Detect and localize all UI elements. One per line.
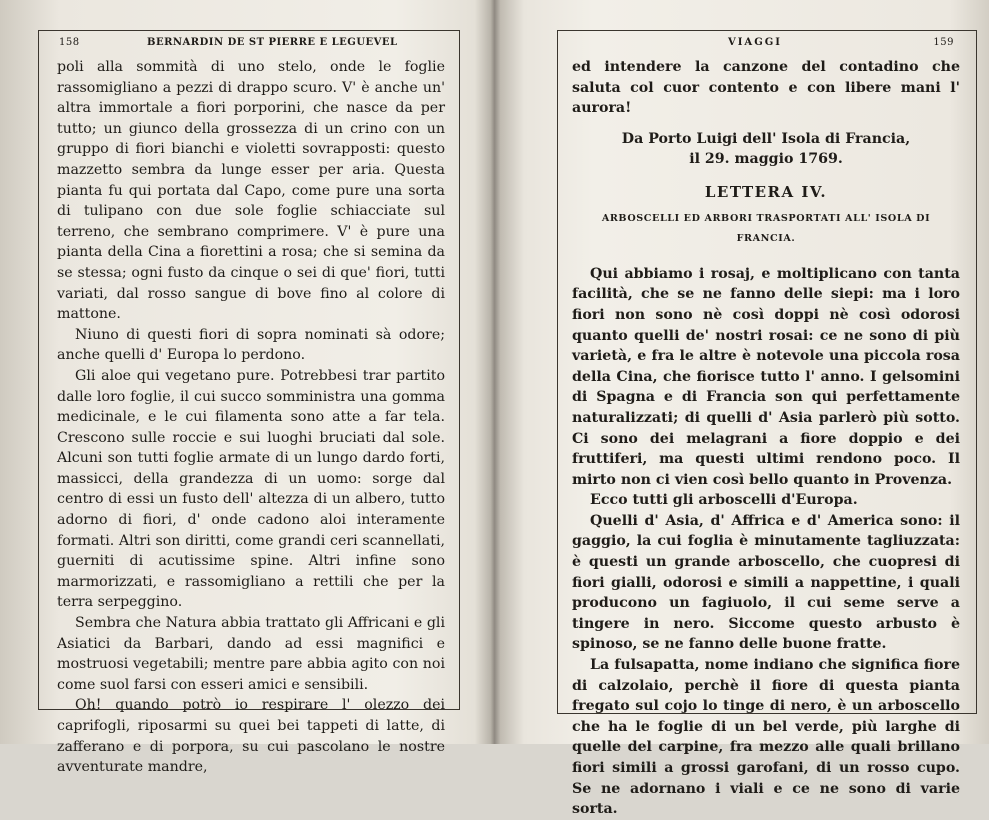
letter-subhead: ARBOSCELLI ED ARBORI TRASPORTATI ALL' ISOLA DI FRANCIA. [601, 212, 931, 245]
left-paragraph-2: Niuno di questi fiori di sopra nominati sà odore; anche quelli d' Europa lo perdono. [57, 326, 445, 364]
left-page-number: 158 [59, 37, 80, 48]
right-paragraph-1: Qui abbiamo i rosaj, e moltiplicano con tanta facilità, che se ne fanno delle siepi: ma i loro fiori non sono nè così doppi nè così odorosi quanto quelli de' nostri rosai: ce ne sono di più varietà, e fra le altre è notevole una piccola rosa della Cina, che fiorisce tutto l' anno. I gelsomini di Spagna e di Francia son qui perfettamente naturalizzati; di quelli d' Asia parlerò più sotto. Ci sono dei melagrani a fiore doppio e dei fruttiferi, ma questi ultimi rendono poco. Il mirto non ci vien così bello quanto in Provenza. [572, 265, 960, 488]
dateline-date: il 29. maggio 1769. [689, 151, 843, 168]
left-paragraph-4: Sembra che Natura abbia trattato gli Affricani e gli Asiatici da Barbari, dando ad essi magnifici e mostruosi vegetabili; mentre pare abbia agito con noi come suol farsi con esseri amici e sensibili. [57, 615, 445, 693]
right-running-title: VIAGGI [728, 37, 782, 48]
letter-title: LETTERA IV. [704, 182, 828, 201]
right-paragraph-4: La fulsapatta, nome indiano che significa fiore di calzolaio, perchè il fiore di questa pianta fregato sul cojo lo tinge di nero, è un arboscello che ha le foglie di un bel verde, più larghe di quelle del carpine, fra mezzo alle quali brillano fiori simili a grossi garofani, di un rosso cupo. Se ne adornano i viali e ce ne sono di varie sorta. [572, 657, 960, 818]
left-paragraph-1: poli alla sommità di uno stelo, onde le foglie rassomigliano a pezzi di drappo scuro. V' è anche un' altra immortale a fiori porporini, che nasce da per tutto; un giunco della grossezza di un crino con un gruppo di fiori bianchi e violetti sovrapposti: questo mazzetto sembra da lunge esser per aria. Questa pianta fu qui portata dal Capo, come pure una sorta di tulipano con due sole foglie schiacciate sul terreno, che sembrano comprimere. V' è pure una pianta della Cina a fiorettini a rosa; che si semina da se stessa; ogni fusto da cinque o sei di que' fiori, tutti variati, dal rosso sangue di bove fino al colore di mattone. [57, 59, 445, 323]
right-page [494, 0, 989, 818]
right-paragraph-3: Quelli d' Asia, d' Affrica e d' America sono: il gaggio, la cui foglia è minutamente tagliuzzata: è questi un grande arboscello, che cuopresi di fiori gialli, odorosi e simili a nappettine, i quali producono un fagiuolo, il cui seme serve a tingere in nero. Siccome questo arbusto è spinoso, se ne fanno delle buone fratte. [572, 512, 960, 653]
right-page-frame [557, 30, 977, 818]
left-paragraph-5: Oh! quando potrò io respirare l' olezzo dei caprifogli, riposarmi su quei bei tappeti di latte, di zafferano e di porpora, su cui pascolano le nostre avventurate mandre, [57, 697, 445, 776]
left-page [0, 0, 494, 776]
left-running-title: BERNARDIN DE ST PIERRE E LEGUEVEL [147, 37, 398, 48]
left-page-frame [38, 30, 460, 776]
left-page-text [57, 57, 445, 778]
right-paragraph-2: Ecco tutti gli arboscelli d'Europa. [590, 492, 858, 509]
right-page-text [572, 57, 960, 820]
left-paragraph-3: Gli aloe qui vegetano pure. Potrebbesi trar partito dalle loro foglie, il cui succo somministra una gomma medicinale, e le cui filamenta sono atte a far tela. Crescono sulle roccie e sui luoghi bruciati dal sole. Alcuni son tutti foglie armate di un lungo dardo forti, massicci, della grandezza di un uomo: sorge dal centro di essi un fusto dell' altezza di un albero, tutto adorno di fiori, d' onde cadono aloi interamente formati. Altri son diritti, come grandi ceri scannellati, guerniti di acutissime spine. Altri infine sono marmorizzati, e rassomigliano a rettili che per la terra serpeggino. [57, 367, 445, 611]
dateline-place: Da Porto Luigi dell' Isola di Francia, [621, 130, 911, 147]
right-intro: ed intendere la canzone del contadino che saluta col cuor contento e con libere mani l' aurora! [572, 59, 960, 117]
right-page-number: 159 [933, 37, 954, 48]
